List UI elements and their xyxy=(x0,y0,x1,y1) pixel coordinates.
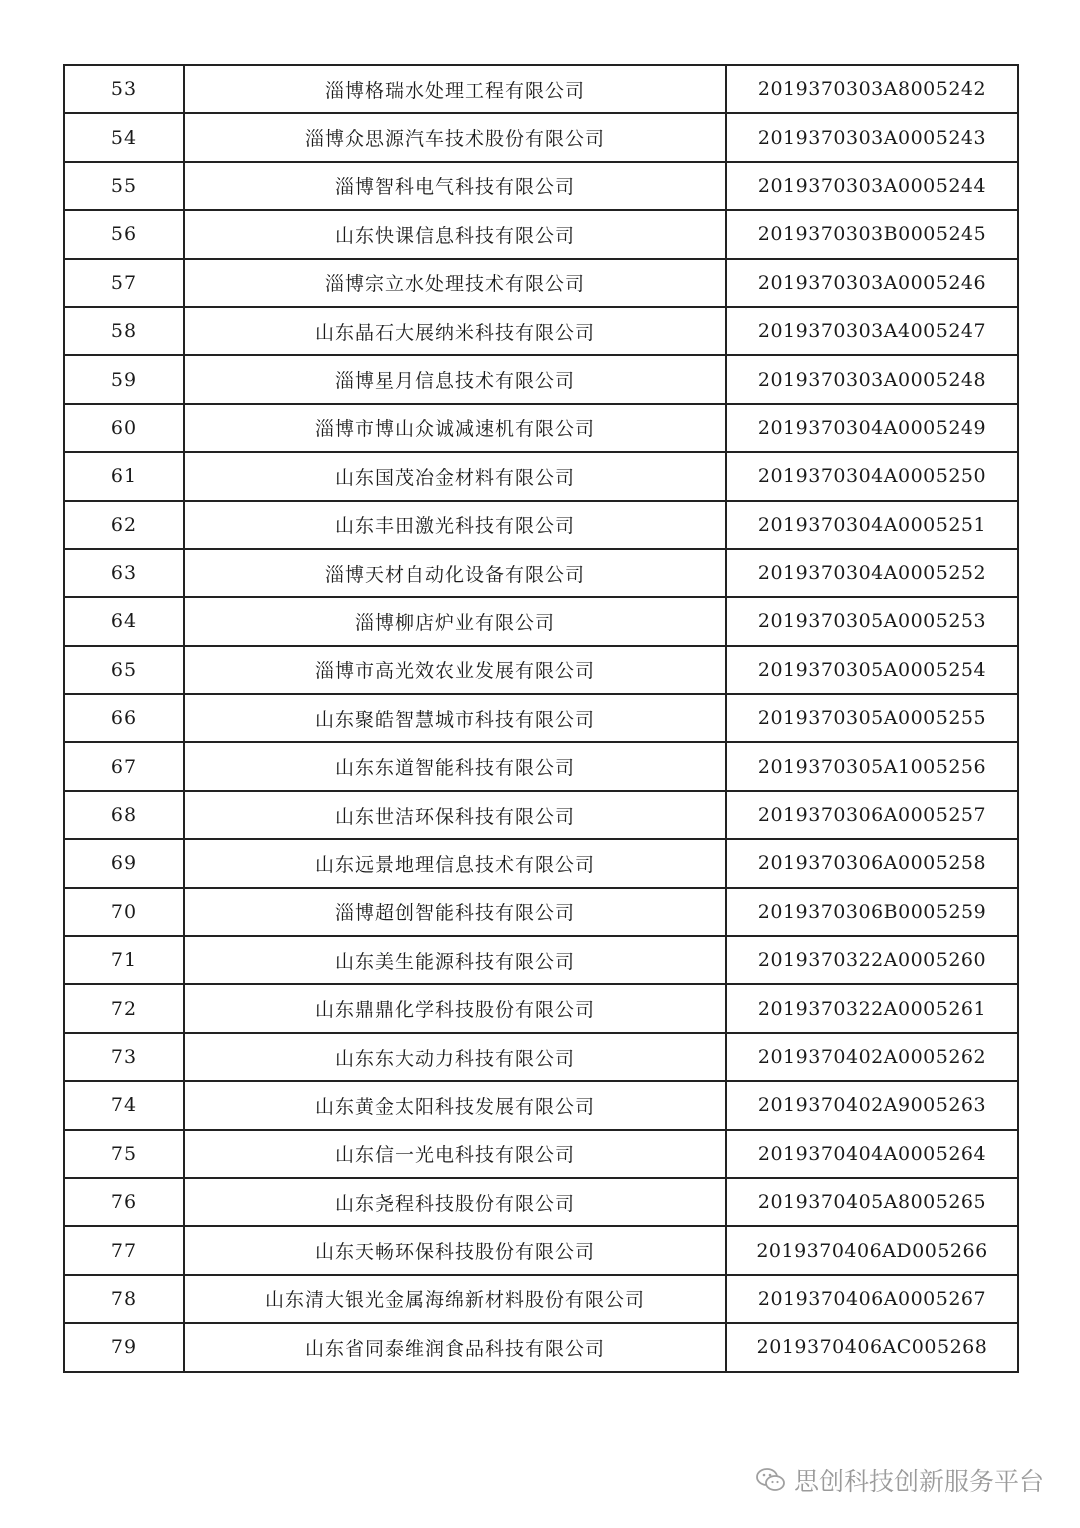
registration-code-cell: 2019370305A1005256 xyxy=(726,742,1018,790)
table-row xyxy=(64,452,1018,500)
row-number-cell: 56 xyxy=(64,210,184,258)
row-number-cell: 61 xyxy=(64,452,184,500)
table-row xyxy=(64,259,1018,307)
company-name-cell: 山东美生能源科技有限公司 xyxy=(184,936,726,984)
company-name-cell: 山东天畅环保科技股份有限公司 xyxy=(184,1226,726,1274)
table-row xyxy=(64,791,1018,839)
row-number-cell: 59 xyxy=(64,355,184,403)
table-row xyxy=(64,113,1018,161)
table-row xyxy=(64,1275,1018,1323)
registration-code-cell: 2019370304A0005250 xyxy=(726,452,1018,500)
registration-code-cell: 2019370304A0005249 xyxy=(726,404,1018,452)
registration-code-cell: 2019370303A8005242 xyxy=(726,65,1018,113)
row-number-cell: 63 xyxy=(64,549,184,597)
row-number-cell: 54 xyxy=(64,113,184,161)
registration-code-cell: 2019370406A0005267 xyxy=(726,1275,1018,1323)
company-name-cell: 淄博智科电气科技有限公司 xyxy=(184,162,726,210)
table-row xyxy=(64,742,1018,790)
table-row xyxy=(64,1033,1018,1081)
row-number-cell: 72 xyxy=(64,984,184,1032)
company-name-cell: 淄博格瑞水处理工程有限公司 xyxy=(184,65,726,113)
table-row xyxy=(64,549,1018,597)
registration-code-cell: 2019370406AD005266 xyxy=(726,1226,1018,1274)
watermark-text: 思创科技创新服务平台 xyxy=(793,1467,1044,1496)
row-number-cell: 78 xyxy=(64,1275,184,1323)
row-number-cell: 65 xyxy=(64,646,184,694)
table-row xyxy=(64,355,1018,403)
table-row xyxy=(64,1081,1018,1129)
table-body xyxy=(64,65,1018,1372)
registration-code-cell: 2019370406AC005268 xyxy=(726,1323,1018,1371)
registration-code-cell: 2019370306A0005257 xyxy=(726,791,1018,839)
row-number-cell: 68 xyxy=(64,791,184,839)
registration-code-cell: 2019370303A4005247 xyxy=(726,307,1018,355)
wechat-icon xyxy=(756,1467,786,1493)
row-number-cell: 79 xyxy=(64,1323,184,1371)
company-name-cell: 山东快课信息科技有限公司 xyxy=(184,210,726,258)
table-row xyxy=(64,646,1018,694)
company-name-cell: 淄博天材自动化设备有限公司 xyxy=(184,549,726,597)
company-name-cell: 山东鼎鼎化学科技股份有限公司 xyxy=(184,984,726,1032)
row-number-cell: 57 xyxy=(64,259,184,307)
company-name-cell: 山东信一光电科技有限公司 xyxy=(184,1130,726,1178)
company-name-cell: 山东黄金太阳科技发展有限公司 xyxy=(184,1081,726,1129)
registration-code-cell: 2019370303B0005245 xyxy=(726,210,1018,258)
company-name-cell: 山东国茂冶金材料有限公司 xyxy=(184,452,726,500)
row-number-cell: 60 xyxy=(64,404,184,452)
table-row xyxy=(64,694,1018,742)
table-row xyxy=(64,839,1018,887)
row-number-cell: 75 xyxy=(64,1130,184,1178)
company-name-cell: 淄博星月信息技术有限公司 xyxy=(184,355,726,403)
company-name-cell: 山东世洁环保科技有限公司 xyxy=(184,791,726,839)
table-row xyxy=(64,1130,1018,1178)
row-number-cell: 70 xyxy=(64,888,184,936)
registration-code-cell: 2019370303A0005244 xyxy=(726,162,1018,210)
company-name-cell: 山东省同泰维润食品科技有限公司 xyxy=(184,1323,726,1371)
company-name-cell: 山东晶石大展纳米科技有限公司 xyxy=(184,307,726,355)
company-name-cell: 山东东道智能科技有限公司 xyxy=(184,742,726,790)
registration-code-cell: 2019370404A0005264 xyxy=(726,1130,1018,1178)
company-name-cell: 淄博宗立水处理技术有限公司 xyxy=(184,259,726,307)
row-number-cell: 55 xyxy=(64,162,184,210)
company-name-cell: 淄博市博山众诚减速机有限公司 xyxy=(184,404,726,452)
registration-code-cell: 2019370306B0005259 xyxy=(726,888,1018,936)
row-number-cell: 76 xyxy=(64,1178,184,1226)
company-name-cell: 山东丰田激光科技有限公司 xyxy=(184,501,726,549)
company-name-cell: 淄博众思源汽车技术股份有限公司 xyxy=(184,113,726,161)
row-number-cell: 69 xyxy=(64,839,184,887)
company-name-cell: 山东清大银光金属海绵新材料股份有限公司 xyxy=(184,1275,726,1323)
registration-code-cell: 2019370305A0005255 xyxy=(726,694,1018,742)
table-row xyxy=(64,65,1018,113)
company-name-cell: 淄博市高光效农业发展有限公司 xyxy=(184,646,726,694)
registration-code-cell: 2019370303A0005246 xyxy=(726,259,1018,307)
table-row xyxy=(64,501,1018,549)
registration-code-cell: 2019370305A0005254 xyxy=(726,646,1018,694)
table-row xyxy=(64,404,1018,452)
row-number-cell: 58 xyxy=(64,307,184,355)
registration-code-cell: 2019370304A0005251 xyxy=(726,501,1018,549)
table-row xyxy=(64,597,1018,645)
company-name-cell: 山东尧程科技股份有限公司 xyxy=(184,1178,726,1226)
row-number-cell: 66 xyxy=(64,694,184,742)
row-number-cell: 71 xyxy=(64,936,184,984)
registration-code-cell: 2019370303A0005248 xyxy=(726,355,1018,403)
company-name-cell: 淄博超创智能科技有限公司 xyxy=(184,888,726,936)
row-number-cell: 53 xyxy=(64,65,184,113)
table-row xyxy=(64,888,1018,936)
table-row xyxy=(64,984,1018,1032)
row-number-cell: 77 xyxy=(64,1226,184,1274)
company-name-cell: 淄博柳店炉业有限公司 xyxy=(184,597,726,645)
table-row xyxy=(64,936,1018,984)
company-name-cell: 山东远景地理信息技术有限公司 xyxy=(184,839,726,887)
registration-code-cell: 2019370322A0005261 xyxy=(726,984,1018,1032)
row-number-cell: 74 xyxy=(64,1081,184,1129)
table-row xyxy=(64,307,1018,355)
registration-code-cell: 2019370402A9005263 xyxy=(726,1081,1018,1129)
table-row xyxy=(64,1178,1018,1226)
company-name-cell: 山东东大动力科技有限公司 xyxy=(184,1033,726,1081)
row-number-cell: 73 xyxy=(64,1033,184,1081)
registration-code-cell: 2019370306A0005258 xyxy=(726,839,1018,887)
watermark xyxy=(756,1462,1044,1498)
table-row xyxy=(64,1226,1018,1274)
registration-code-cell: 2019370402A0005262 xyxy=(726,1033,1018,1081)
registration-code-cell: 2019370303A0005243 xyxy=(726,113,1018,161)
row-number-cell: 67 xyxy=(64,742,184,790)
registration-code-cell: 2019370405A8005265 xyxy=(726,1178,1018,1226)
table-row xyxy=(64,210,1018,258)
registration-code-cell: 2019370304A0005252 xyxy=(726,549,1018,597)
table-row xyxy=(64,162,1018,210)
registration-code-cell: 2019370305A0005253 xyxy=(726,597,1018,645)
row-number-cell: 64 xyxy=(64,597,184,645)
table-row xyxy=(64,1323,1018,1371)
company-registration-table xyxy=(63,64,1019,1373)
registration-code-cell: 2019370322A0005260 xyxy=(726,936,1018,984)
company-name-cell: 山东聚皓智慧城市科技有限公司 xyxy=(184,694,726,742)
row-number-cell: 62 xyxy=(64,501,184,549)
